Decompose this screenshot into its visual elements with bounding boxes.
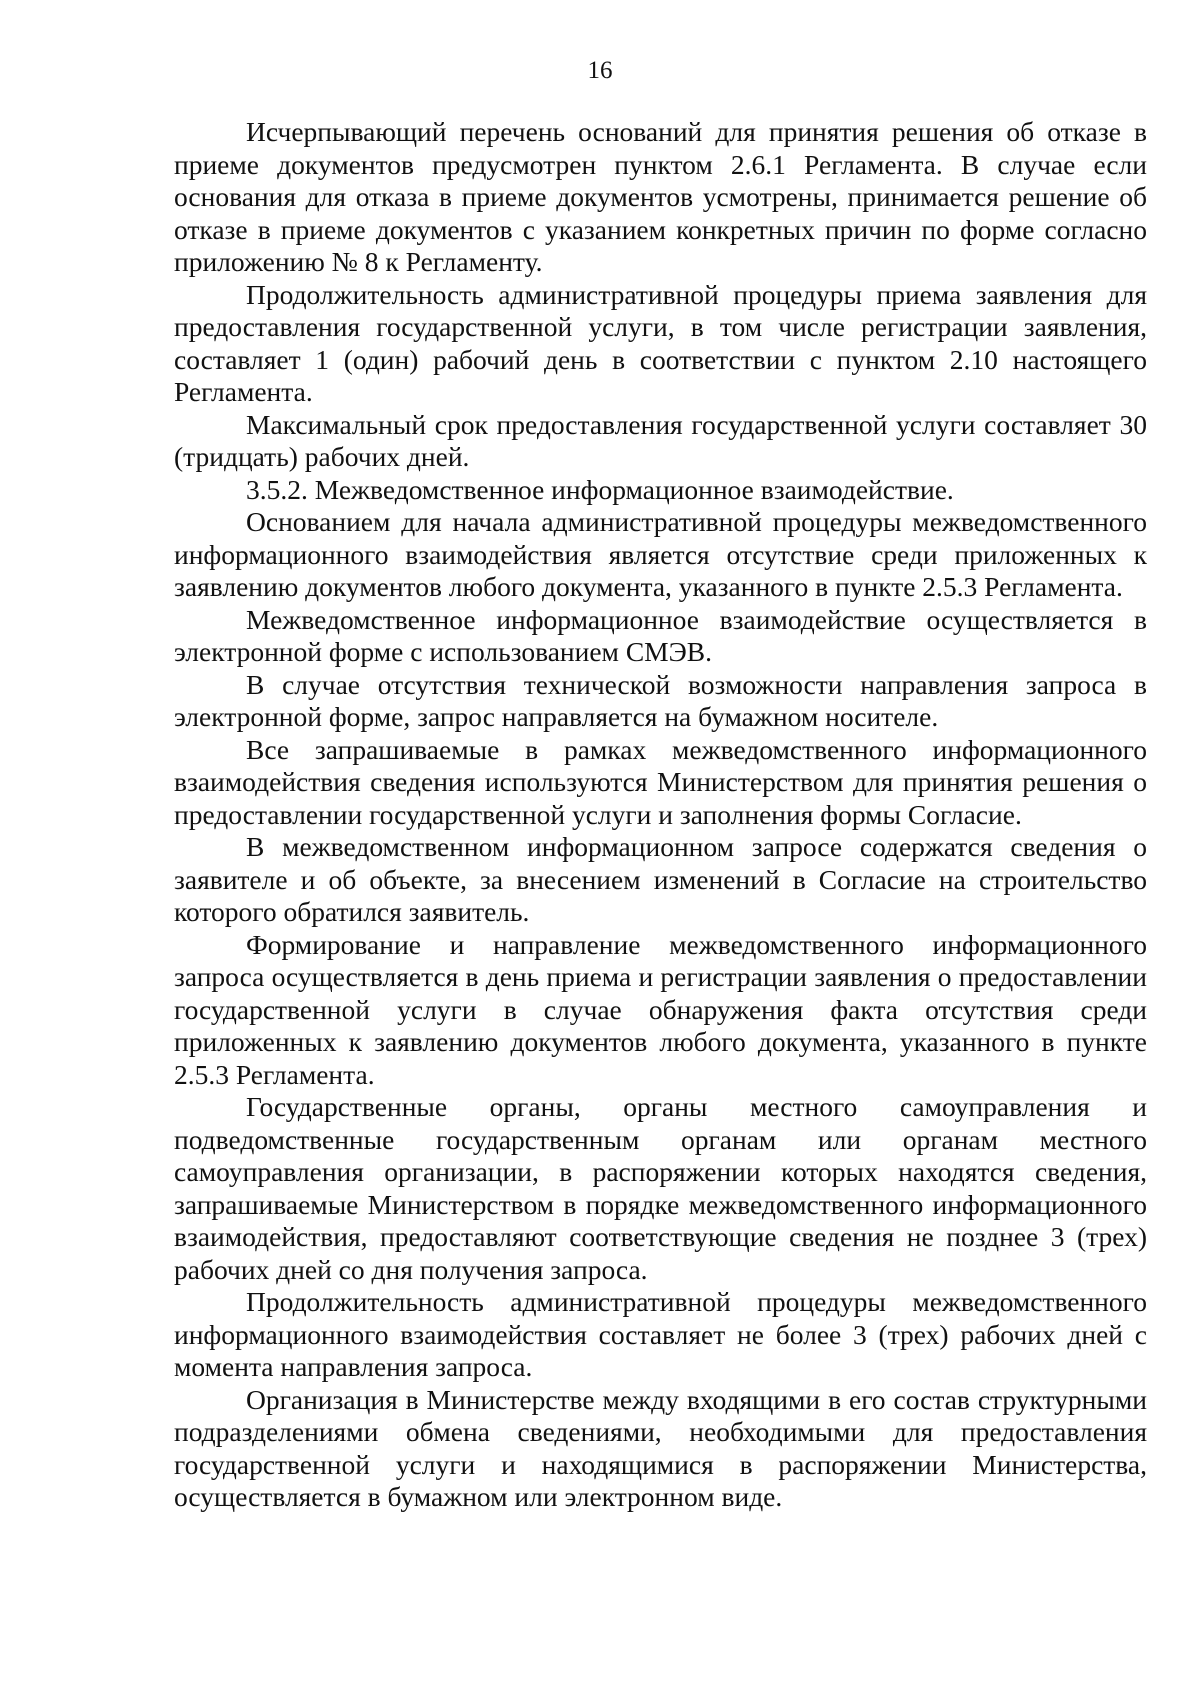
paragraph: Исчерпывающий перечень оснований для принятия решения об отказе в приеме документов предусмотрен пунктом 2.6.1 Регламента. В случае если основания для отказа в приеме документов усмотрены, принимается решение об отказе в приеме документов с указанием конкретных причин по форме согласно приложению № 8 к Регламенту. bbox=[174, 116, 1147, 277]
paragraph: В случае отсутствия технической возможности направления запроса в электронной форме, запрос направляется на бумажном носителе. bbox=[174, 668, 1147, 732]
page-number: 16 bbox=[587, 57, 613, 84]
paragraph: Максимальный срок предоставления государственной услуги составляет 30 (тридцать) рабочих дней. bbox=[174, 408, 1147, 472]
paragraph: Государственные органы, органы местного самоуправления и подведомственные государственным органам или органам местного самоуправления организации, в распоряжении которых находятся сведения, запрашиваемые Министерством в порядке межведомственного информационного взаимодействия, предоставляют соответствующие сведения не позднее 3 (трех) рабочих дней со дня получения запроса. bbox=[174, 1091, 1147, 1285]
paragraph: В межведомственном информационном запросе содержатся сведения о заявителе и об объекте, за внесением изменений в Согласие на строительство которого обратился заявитель. bbox=[174, 831, 1147, 927]
paragraph: Продолжительность административной процедуры межведомственного информационного взаимодействия составляет не более 3 (трех) рабочих дней с момента направления запроса. bbox=[174, 1286, 1147, 1382]
paragraph: Все запрашиваемые в рамках межведомственного информационного взаимодействия сведения используются Министерством для принятия решения о предоставлении государственной услуги и заполнения формы Согласие. bbox=[174, 733, 1147, 830]
paragraph: Формирование и направление межведомственного информационного запроса осуществляется в день приема и регистрации заявления о предоставлении государственной услуги в случае обнаружения факта отсутствия среди приложенных к заявлению документов любого документа, указанного в пункте 2.5.3 Регламента. bbox=[174, 928, 1147, 1090]
paragraph: Межведомственное информационное взаимодействие осуществляется в электронной форме с использованием СМЭВ. bbox=[174, 603, 1147, 667]
section-heading: 3.5.2. Межведомственное информационное взаимодействие. bbox=[246, 473, 954, 505]
paragraph: Продолжительность административной процедуры приема заявления для предоставления государственной услуги, в том числе регистрации заявления, составляет 1 (один) рабочий день в соответствии с пунктом 2.10 настоящего Регламента. bbox=[174, 278, 1147, 407]
document-body bbox=[174, 116, 1147, 1514]
paragraph: Основанием для начала административной процедуры межведомственного информационного взаимодействия является отсутствие среди приложенных к заявлению документов любого документа, указанного в пункте 2.5.3 Регламента. bbox=[174, 506, 1147, 602]
paragraph: Организация в Министерстве между входящими в его состав структурными подразделениями обмена сведениями, необходимыми для предоставления государственной услуги и находящимися в распоряжении Министерства, осуществляется в бумажном или электронном виде. bbox=[174, 1383, 1147, 1512]
